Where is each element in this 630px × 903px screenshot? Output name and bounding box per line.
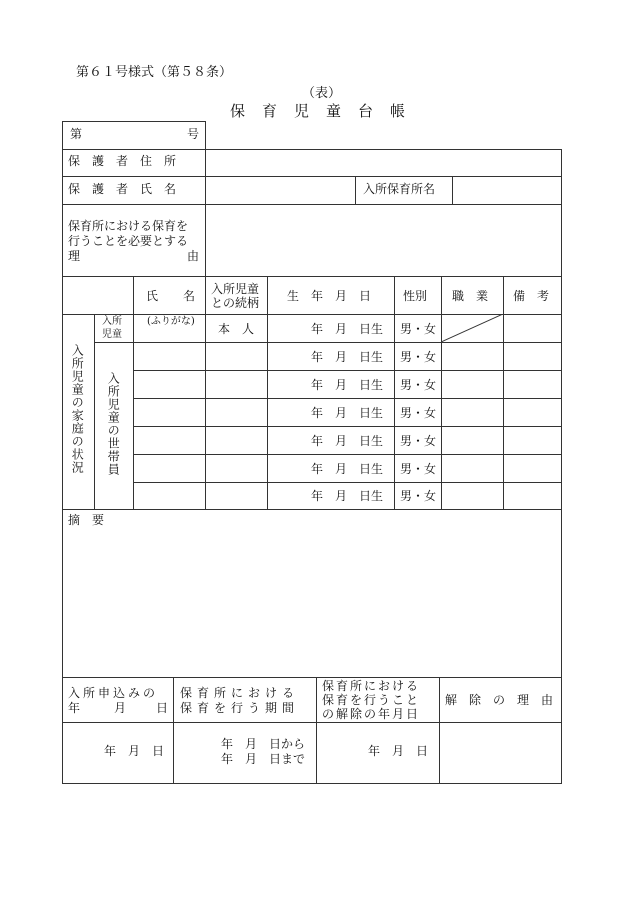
sex-value: 男・女 — [400, 462, 437, 476]
birth-date-value: 年 月 日生 — [311, 378, 384, 392]
release-date-value: 年 月 日 — [368, 744, 429, 758]
application-label-month: 月 — [114, 701, 127, 715]
birth-date-value: 年 月 日生 — [311, 462, 384, 476]
period-label-line-1: 保育所における — [180, 686, 300, 700]
release-label-line-3: の解除の年月日 — [322, 707, 421, 721]
guardian-name-label: 保 護 者 氏 名 — [68, 182, 177, 196]
application-date-value: 年 月 日 — [104, 744, 165, 758]
family-side-label: 入所児童の家庭の状況 — [70, 344, 85, 474]
guardian-address-label: 保 護 者 住 所 — [68, 154, 177, 168]
application-label-year: 年 — [68, 701, 81, 715]
reason-line-1: 保育所における保育を — [68, 219, 189, 233]
relation-header-line-2: との続柄 — [211, 296, 260, 310]
birth-date-value: 年 月 日生 — [311, 489, 384, 503]
self-relation: 本 人 — [218, 322, 255, 336]
sex-value: 男・女 — [400, 406, 437, 420]
birth-header: 生 年 月 日 — [287, 289, 372, 303]
child-label-line-2: 児童 — [102, 329, 122, 340]
reason-line-3-left: 理 — [68, 249, 81, 263]
sex-value: 男・女 — [400, 322, 437, 336]
form-number: 第６１号様式（第５８条） — [76, 65, 233, 80]
members-label: 入所児童の世帯員 — [106, 372, 121, 476]
birth-date-value: 年 月 日生 — [311, 350, 384, 364]
furigana-label: (ふりがな) — [147, 316, 195, 327]
release-label-line-2: 保育を行うこと — [322, 693, 421, 707]
period-to-value: 年 月 日まで — [221, 752, 306, 766]
period-label-line-2: 保育を行う期間 — [180, 701, 300, 715]
number-suffix: 号 — [187, 127, 200, 141]
number-label: 第 — [70, 127, 83, 141]
release-reason-label: 解 除 の 理 由 — [445, 693, 554, 707]
remarks-header: 備 考 — [513, 289, 550, 303]
relation-header-line-1: 入所児童 — [211, 282, 260, 296]
sex-value: 男・女 — [400, 378, 437, 392]
sex-value: 男・女 — [400, 434, 437, 448]
birth-date-value: 年 月 日生 — [311, 434, 384, 448]
family-name-header-left: 氏 — [146, 289, 159, 303]
birth-date-value: 年 月 日生 — [311, 322, 384, 336]
application-label-line-1: 入所申込みの — [68, 686, 159, 700]
family-name-header-right: 名 — [183, 289, 196, 303]
nursery-name-label: 入所保育所名 — [363, 182, 436, 196]
form-side: （表） — [302, 86, 342, 101]
reason-line-2: 行うことを必要とする — [68, 234, 189, 248]
summary-label: 摘 要 — [68, 513, 105, 527]
application-label-day: 日 — [156, 701, 169, 715]
page-title: 保 育 児 童 台 帳 — [230, 102, 407, 120]
sex-value: 男・女 — [400, 489, 437, 503]
sex-header: 性別 — [403, 289, 428, 303]
diagonal-strike — [441, 314, 503, 342]
occupation-header: 職 業 — [452, 289, 489, 303]
release-label-line-1: 保育所における — [322, 679, 421, 693]
child-label-line-1: 入所 — [102, 316, 122, 327]
sex-value: 男・女 — [400, 350, 437, 364]
birth-date-value: 年 月 日生 — [311, 406, 384, 420]
period-from-value: 年 月 日から — [221, 737, 306, 751]
reason-line-3-right: 由 — [187, 249, 200, 263]
